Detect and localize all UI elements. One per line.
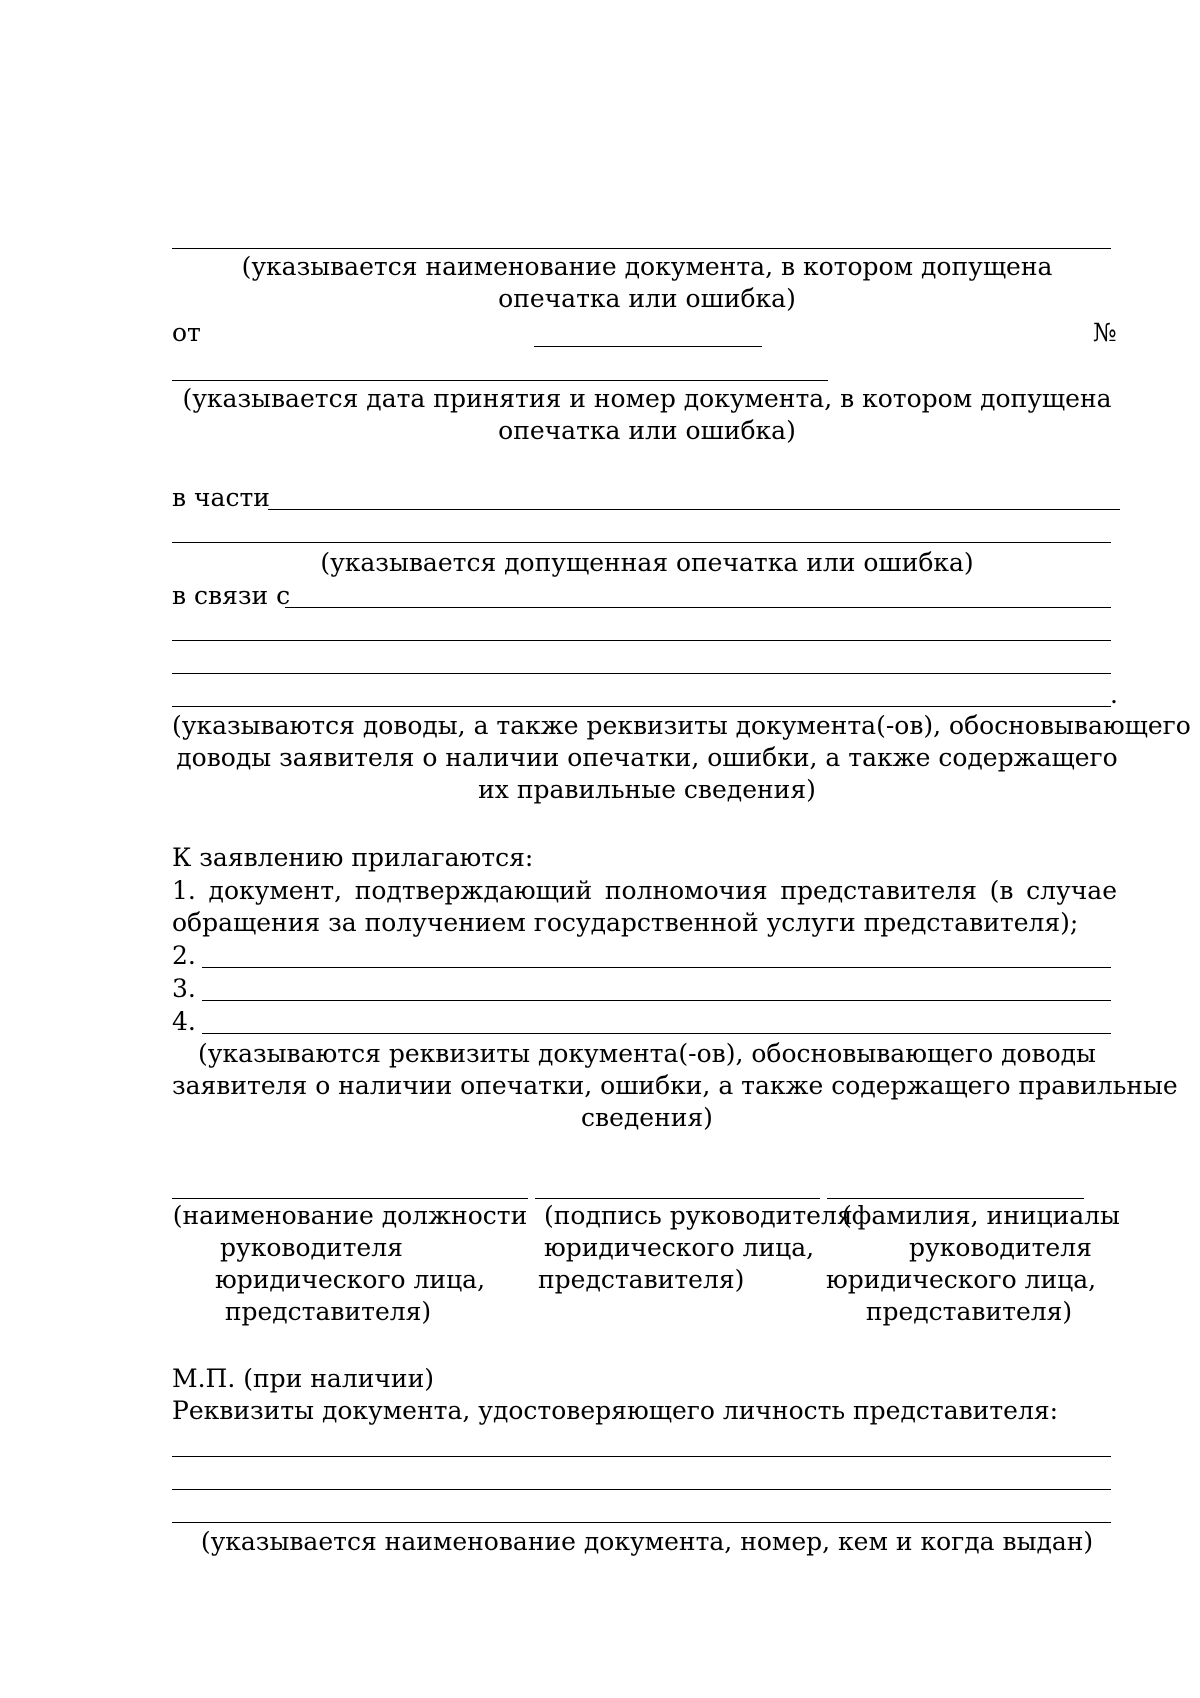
- sig-name-line[interactable]: [827, 1198, 1084, 1199]
- caption-attach-1: (указываются реквизиты документа(-ов), обосновывающего доводы: [198, 1039, 1096, 1068]
- in-part-line[interactable]: [268, 509, 1120, 510]
- attachment-item-3-line[interactable]: [202, 1000, 1111, 1001]
- caption-date-2: опечатка или ошибка): [498, 416, 796, 445]
- caption-attach-3: сведения): [581, 1103, 713, 1132]
- stamp-label: М.П. (при наличии): [172, 1364, 434, 1393]
- caption-doc-name-2: опечатка или ошибка): [498, 284, 796, 313]
- due-to-line-4[interactable]: [172, 706, 1111, 707]
- caption-error: (указывается допущенная опечатка или ошибка): [320, 548, 974, 577]
- sig-col3-line-2: руководителя: [909, 1233, 1092, 1262]
- caption-id-doc: (указывается наименование документа, номер, кем и когда выдан): [200, 1527, 1094, 1556]
- sig-col3-line-4: представителя): [865, 1297, 1073, 1326]
- caption-date-1: (указывается дата принятия и номер документа, в котором допущена: [182, 384, 1112, 413]
- due-to-label: в связи с: [172, 581, 291, 610]
- caption-reasons-1: (указываются доводы, а также реквизиты документа(-ов), обосновывающего: [172, 711, 1191, 740]
- attachment-item-4-number: 4.: [172, 1007, 196, 1036]
- attachments-heading: К заявлению прилагаются:: [172, 843, 534, 872]
- caption-attach-2: заявителя о наличии опечатки, ошибки, а также содержащего правильные: [172, 1071, 1178, 1100]
- attachment-item-3-number: 3.: [172, 974, 196, 1003]
- sig-signature-line[interactable]: [535, 1198, 820, 1199]
- sig-col1-line-4: представителя): [224, 1297, 432, 1326]
- in-part-label: в части: [172, 483, 270, 512]
- attachment-item-1-line-2: обращения за получением государственной услуги представителя);: [172, 908, 1079, 937]
- doc-name-line[interactable]: [172, 248, 1111, 249]
- sig-col1-line-2: руководителя: [220, 1233, 403, 1262]
- sig-col2-line-1: (подпись руководителя: [544, 1201, 853, 1230]
- attachment-item-2-line[interactable]: [202, 967, 1111, 968]
- id-doc-heading: Реквизиты документа, удостоверяющего личность представителя:: [172, 1396, 1059, 1425]
- attachment-item-1-line-1: 1. документ, подтверждающий полномочия представителя (в случае: [172, 876, 1117, 905]
- caption-reasons-3: их правильные сведения): [478, 775, 816, 804]
- due-to-line-3[interactable]: [172, 673, 1111, 674]
- attachment-item-2-number: 2.: [172, 941, 196, 970]
- sig-col3-line-3: юридического лица,: [826, 1265, 1097, 1294]
- sig-col2-line-3: представителя): [538, 1265, 745, 1294]
- sig-col3-line-1: (фамилия, инициалы: [842, 1201, 1120, 1230]
- attachment-item-4-line[interactable]: [202, 1033, 1111, 1034]
- id-doc-line-1[interactable]: [172, 1456, 1111, 1457]
- date-blank-line[interactable]: [534, 346, 762, 347]
- sig-position-line[interactable]: [172, 1198, 528, 1199]
- number-sign: №: [1093, 318, 1117, 347]
- due-to-period: .: [1110, 680, 1118, 709]
- sig-col1-line-3: юридического лица,: [214, 1265, 486, 1294]
- sig-col1-line-1: (наименование должности: [172, 1201, 528, 1230]
- due-to-line-1[interactable]: [285, 607, 1111, 608]
- caption-reasons-2: доводы заявителя о наличии опечатки, ошибки, а также содержащего: [176, 743, 1118, 772]
- id-doc-line-2[interactable]: [172, 1489, 1111, 1490]
- number-blank-line[interactable]: [172, 380, 828, 381]
- from-label: от: [172, 318, 201, 347]
- id-doc-line-3[interactable]: [172, 1522, 1111, 1523]
- in-part-line-2[interactable]: [172, 542, 1111, 543]
- caption-doc-name-1: (указывается наименование документа, в котором допущена: [241, 252, 1053, 281]
- sig-col2-line-2: юридического лица,: [544, 1233, 815, 1262]
- due-to-line-2[interactable]: [172, 640, 1111, 641]
